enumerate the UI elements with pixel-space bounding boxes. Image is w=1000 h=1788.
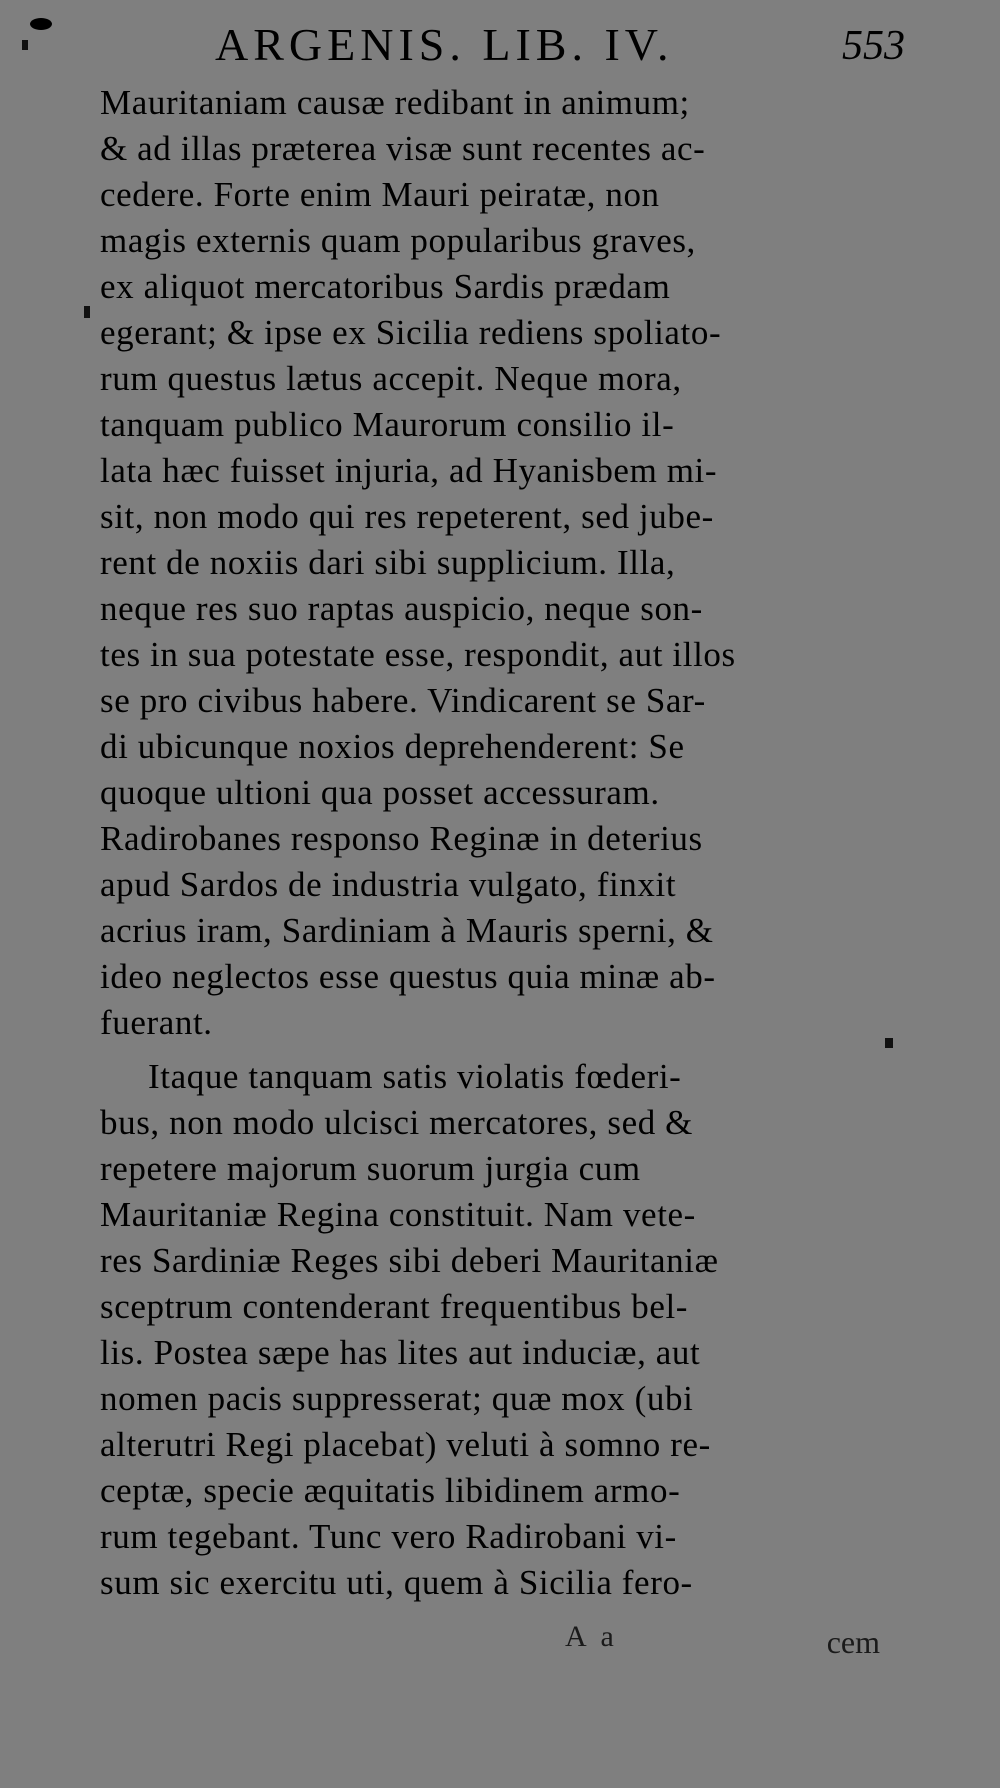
text-line: res Sardiniæ Reges sibi deberi Mauritaniæ xyxy=(100,1241,719,1280)
text-line: rent de noxiis dari sibi supplicium. Illa, xyxy=(100,543,676,582)
text-line: Mauritaniam causæ redibant in animum; xyxy=(100,83,690,122)
ink-speck xyxy=(885,1038,893,1048)
text-line: tanquam publico Maurorum consilio il- xyxy=(100,405,675,444)
text-line: fuerant. xyxy=(100,1003,213,1042)
text-line: cedere. Forte enim Mauri peiratæ, non xyxy=(100,175,660,214)
text-line: ceptæ, specie æquitatis libidinem armo- xyxy=(100,1471,681,1510)
text-line: quoque ultioni qua posset accessuram. xyxy=(100,773,660,812)
page-number: 553 xyxy=(842,23,905,69)
text-line: sum sic exercitu uti, quem à Sicilia fero- xyxy=(100,1563,693,1602)
text-line: egerant; & ipse ex Sicilia rediens spoliato- xyxy=(100,313,722,352)
body-text xyxy=(100,80,890,1606)
ink-speck xyxy=(22,40,28,50)
page-footer xyxy=(560,1620,890,1670)
catchword: cem xyxy=(826,1624,880,1660)
text-line: Itaque tanquam satis violatis fœderi- xyxy=(148,1057,682,1096)
text-line: ideo neglectos esse questus quia minæ ab- xyxy=(100,957,716,996)
text-line: ex aliquot mercatoribus Sardis prædam xyxy=(100,267,671,306)
text-line: di ubicunque noxios deprehenderent: Se xyxy=(100,727,685,766)
text-line: bus, non modo ulcisci mercatores, sed & xyxy=(100,1103,694,1142)
text-line: tes in sua potestate esse, respondit, aut illos xyxy=(100,635,736,674)
text-line: nomen pacis suppresserat; quæ mox (ubi xyxy=(100,1379,694,1418)
ink-blot xyxy=(30,18,52,30)
text-line: & ad illas præterea visæ sunt recentes ac- xyxy=(100,129,706,168)
text-line: neque res suo raptas auspicio, neque son- xyxy=(100,589,703,628)
text-line: Radirobanes responso Reginæ in deterius xyxy=(100,819,703,858)
text-line: rum questus lætus accepit. Neque mora, xyxy=(100,359,682,398)
paragraph-gap xyxy=(100,1046,890,1054)
text-line: alterutri Regi placebat) veluti à somno re- xyxy=(100,1425,711,1464)
text-line: magis externis quam popularibus graves, xyxy=(100,221,696,260)
text-line: lis. Postea sæpe has lites aut induciæ, aut xyxy=(100,1333,701,1372)
ink-speck xyxy=(84,306,90,318)
text-line: rum tegebant. Tunc vero Radirobani vi- xyxy=(100,1517,677,1556)
text-line: sceptrum contenderant frequentibus bel- xyxy=(100,1287,689,1326)
text-line: acrius iram, Sardiniam à Mauris sperni, & xyxy=(100,911,714,950)
text-line: sit, non modo qui res repeterent, sed jube- xyxy=(100,497,714,536)
text-line: apud Sardos de industria vulgato, finxit xyxy=(100,865,677,904)
text-line: Mauritaniæ Regina constituit. Nam vete- xyxy=(100,1195,696,1234)
text-line: se pro civibus habere. Vindicarent se Sar- xyxy=(100,681,706,720)
text-line: lata hæc fuisset injuria, ad Hyanisbem mi- xyxy=(100,451,718,490)
page-header xyxy=(215,18,905,78)
text-line: repetere majorum suorum jurgia cum xyxy=(100,1149,641,1188)
running-title: ARGENIS. LIB. IV. xyxy=(215,19,674,70)
signature-mark: A a xyxy=(565,1620,618,1653)
